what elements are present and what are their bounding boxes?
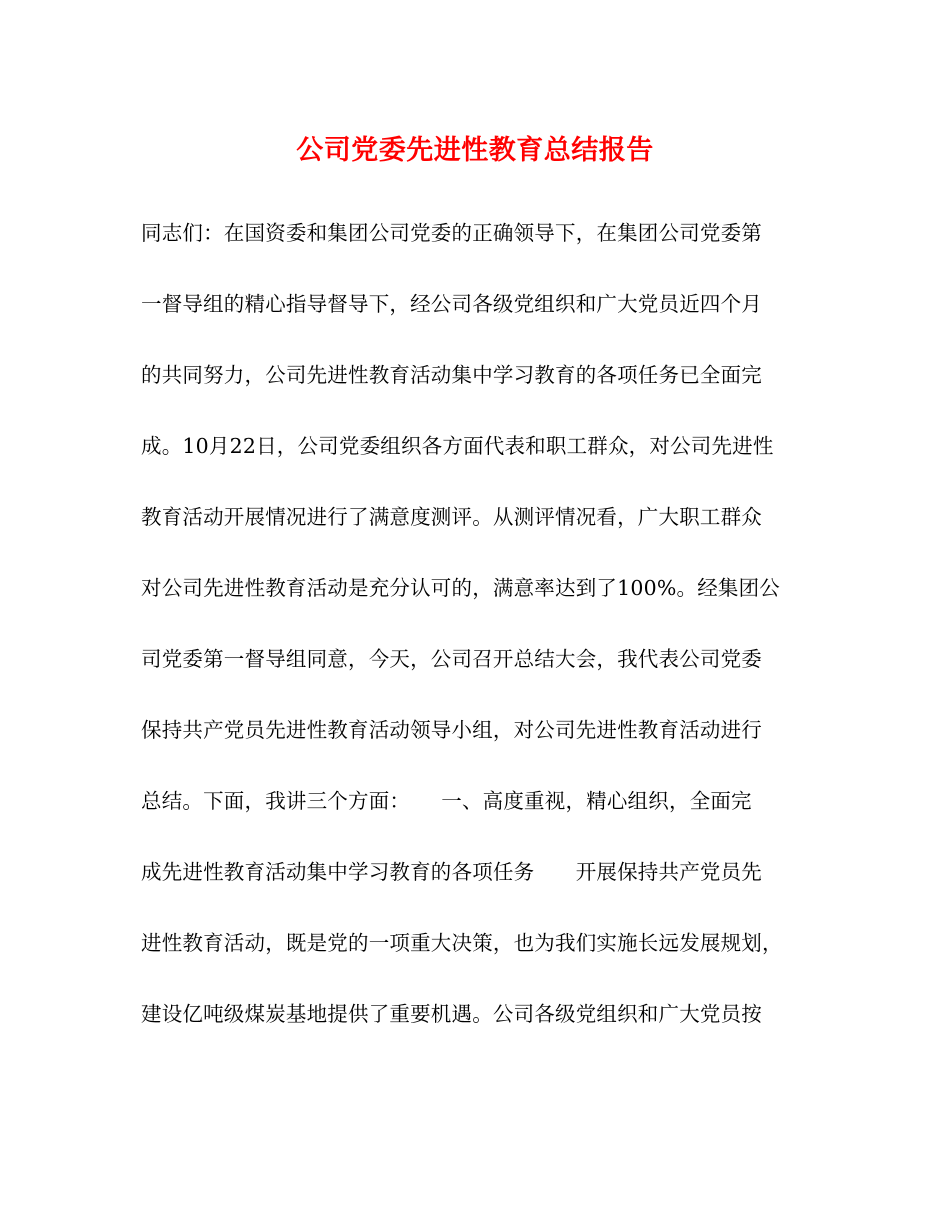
- body-line: 教育活动开展情况进行了满意度测评。从测评情况看，广大职工群众: [141, 505, 762, 529]
- body-line: 司党委第一督导组同意，今天，公司召开总结大会，我代表公司党委: [141, 647, 762, 671]
- body-line: 保持共产党员先进性教育活动领导小组，对公司先进性教育活动进行: [141, 718, 762, 742]
- body-line: 建设亿吨级煤炭基地提供了重要机遇。公司各级党组织和广大党员按: [141, 1002, 762, 1026]
- document-title: 公司党委先进性教育总结报告: [296, 135, 654, 166]
- body-line: 成先进性教育活动集中学习教育的各项任务 开展保持共产党员先: [141, 860, 762, 884]
- body-line: 进性教育活动，既是党的一项重大决策，也为我们实施长远发展规划，: [141, 931, 783, 955]
- body-line: 对公司先进性教育活动是充分认可的，满意率达到了100%。经集团公: [141, 576, 781, 600]
- body-line: 总结。下面，我讲三个方面： 一、高度重视，精心组织，全面完: [141, 789, 752, 813]
- document-body: [141, 210, 811, 1062]
- body-line: 的共同努力，公司先进性教育活动集中学习教育的各项任务已全面完: [141, 363, 762, 387]
- body-line: 一督导组的精心指导督导下，经公司各级党组织和广大党员近四个月: [141, 292, 762, 316]
- body-line: 同志们：在国资委和集团公司党委的正确领导下，在集团公司党委第: [141, 221, 762, 245]
- body-line: 成。10月22日，公司党委组织各方面代表和职工群众，对公司先进性: [141, 434, 774, 458]
